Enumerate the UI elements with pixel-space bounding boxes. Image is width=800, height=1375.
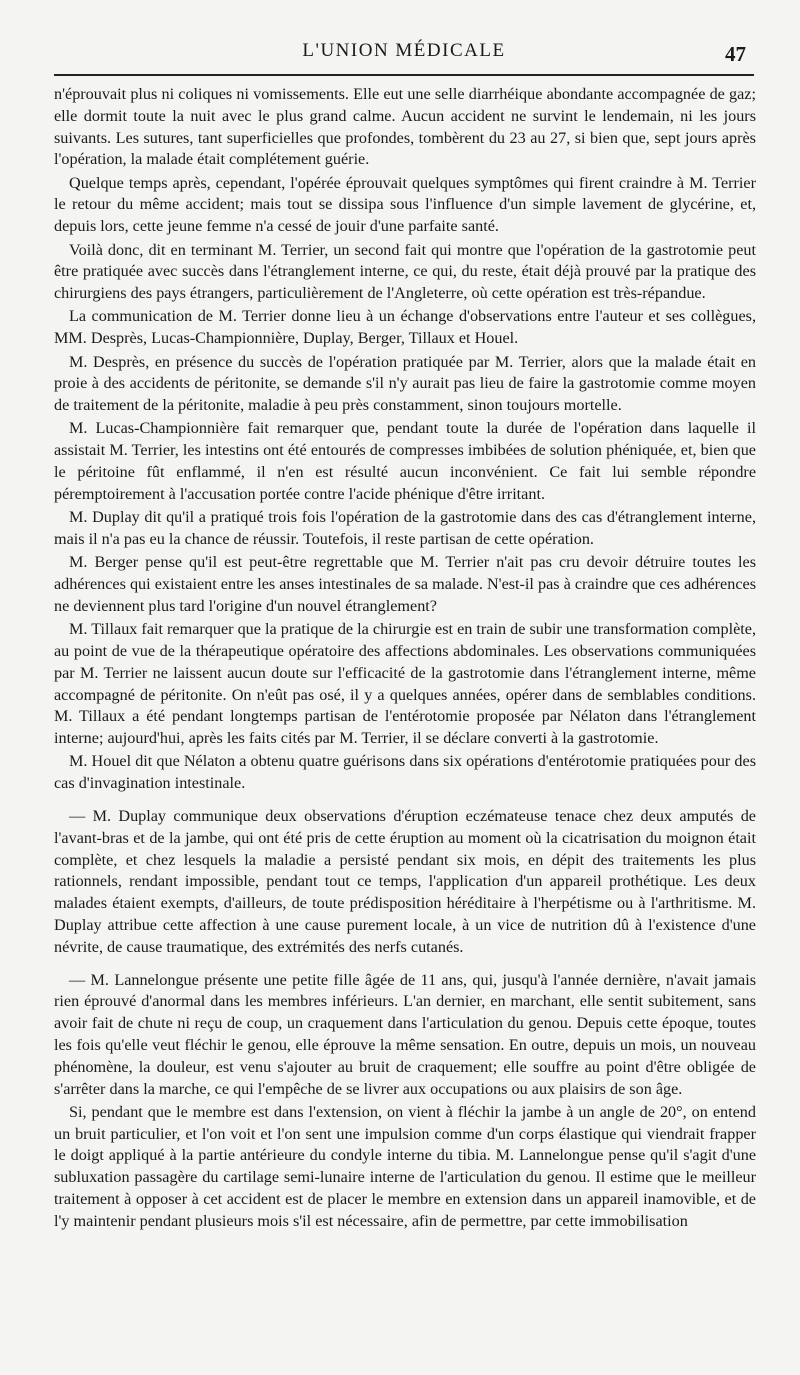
paragraph: — M. Duplay communique deux observations d'éruption eczémateuse tenace chez deux amputés de l'avant-bras et de la jambe, qui ont été pris de cette éruption au moment où la cicatrisation du moignon était complète, et chez lesquels la maladie a persisté pendant six mois, en dépit des traitements les plus rationnels, rendant impossible, pendant tout ce temps, l'application d'un appareil prothétique. Les deux malades étaient exempts, d'ailleurs, de toute prédisposition héréditaire à l'herpétisme ou à l'arthritisme. M. Duplay attribue cette affection à une cause purement locale, à un vice de nutrition dû à l'existence d'une névrite, de cause traumatique, des extrémités des nerfs cutanés. xyxy=(54,807,756,956)
paragraph: Quelque temps après, cependant, l'opérée éprouvait quelques symptômes qui firent craindre à M. Terrier le retour du même accident; mais tout se dissipa sous l'influence d'un simple lavement de glycérine, et, depuis lors, cette jeune femme n'a cessé de jouir d'une parfaite santé. xyxy=(54,173,756,236)
paragraph: M. Berger pense qu'il est peut-être regrettable que M. Terrier n'ait pas cru devoir détruire toutes les adhérences qui existaient entre les anses intestinales de sa malade. N'est-il pas à craindre que ces adhérences ne deviennent plus tard l'origine d'un nouvel étranglement? xyxy=(54,553,756,615)
paragraph: M. Duplay dit qu'il a pratiqué trois fois l'opération de la gastrotomie dans des cas d'étranglement interne, mais il n'a pas eu la chance de réussir. Toutefois, il reste partisan de cette opération. xyxy=(54,508,756,548)
page-number: 47 xyxy=(725,42,746,66)
header-rule xyxy=(54,74,754,76)
paragraph: n'éprouvait plus ni coliques ni vomissements. Elle eut une selle diarrhéique abondante accompagnée de gaz; elle dormit toute la nuit avec le plus grand calme. Aucun accident ne survint le lendemain, ni les jours suivants. Les sutures, tant superficielles que profondes, tombèrent du 23 au 27, si bien que, sept jours après l'opération, la malade était complétement guérie. xyxy=(54,85,756,169)
paragraph: M. Houel dit que Nélaton a obtenu quatre guérisons dans six opérations d'entérotomie pratiquées pour des cas d'invagination intestinale. xyxy=(54,752,756,793)
paragraph: Si, pendant que le membre est dans l'extension, on vient à fléchir la jambe à un angle de 20°, on entend un bruit particulier, et l'on voit et l'on sent une impulsion comme d'un corps élastique qui viendrait frapper le doigt appliqué à la partie antérieure du condyle interne du tibia. M. Lannelongue pense qu'il s'agit d'une subluxation passagère du cartilage semi-lunaire interne de l'articulation du genou. Il estime que le meilleur traitement à opposer à cet accident est de placer le membre en extension dans un appareil inamovible, et de l'y maintenir pendant plusieurs mois s'il est nécessaire, afin de permettre, par cette immobilisation xyxy=(54,1102,756,1230)
paragraph: La communication de M. Terrier donne lieu à un échange d'observations entre l'auteur et ses collègues, MM. Desprès, Lucas-Championnière, Duplay, Berger, Tillaux et Houel. xyxy=(54,307,756,348)
running-title: L'UNION MÉDICALE xyxy=(302,40,506,61)
page-header xyxy=(54,36,754,70)
paragraph: M. Lucas-Championnière fait remarquer que, pendant toute la durée de l'opération dans laquelle il assistait M. Terrier, les intestins ont été entourés de compresses imbibées de solution phéniquée, et, bien que le péritoine fût enflammé, il n'en est résulté aucun inconvénient. Ce fait lui semble répondre péremptoirement à l'accusation portée contre l'acide phénique d'être irritant. xyxy=(54,419,756,503)
paragraph: — M. Lannelongue présente une petite fille âgée de 11 ans, qui, jusqu'à l'année dernière, n'avait jamais rien éprouvé d'anormal dans les membres inférieurs. L'an dernier, en marchant, elle sentit subitement, sans avoir fait de chute ni reçu de coup, un craquement dans l'articulation du genou. Depuis cette époque, toutes les fois qu'elle veut fléchir le genou, elle éprouve la même sensation. En outre, depuis un mois, un nouveau phénomène, la douleur, est venu s'ajouter au bruit de craquement; elle souffre au point d'être obligée de s'arrêter dans la marche, ce qui l'empêche de se livrer aux occupations ou aux plaisirs de son âge. xyxy=(54,970,756,1098)
article-body xyxy=(54,84,756,1234)
paragraph: Voilà donc, dit en terminant M. Terrier, un second fait qui montre que l'opération de la gastrotomie peut être pratiquée avec succès dans l'étranglement interne, ce qui, du reste, était déjà prouvé par la pratique des chirurgiens des pays étrangers, particulièrement de l'Angleterre, où cette opération est très-répandue. xyxy=(54,240,756,303)
paragraph: M. Tillaux fait remarquer que la pratique de la chirurgie est en train de subir une transformation complète, au point de vue de la thérapeutique opératoire des affections abdominales. Les observations communiquées par M. Terrier ne laissent aucun doute sur l'efficacité de la gastrotomie dans l'étranglement interne, même accompagné de péritonite. On n'eût pas osé, il y a quelques années, opérer dans de semblables conditions. M. Tillaux a été pendant longtemps partisan de l'entérotomie proposée par Nélaton dans l'étranglement interne; aujourd'hui, après les faits cités par M. Terrier, il se déclare converti à la gastrotomie. xyxy=(54,620,757,748)
paragraph: M. Desprès, en présence du succès de l'opération pratiquée par M. Terrier, alors que la malade était en proie à des accidents de péritonite, se demande s'il n'y aurait pas lieu de faire la gastrotomie comme moyen de traitement de la péritonite, maladie à peu près constamment, sinon toujours mortelle. xyxy=(54,352,756,415)
